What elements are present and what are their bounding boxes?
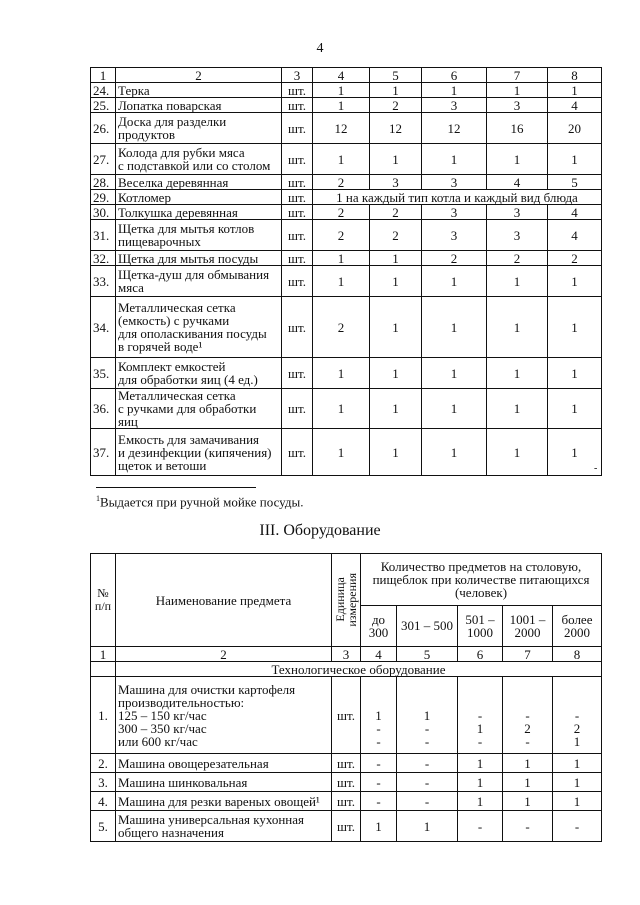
item-quantity: 1	[548, 144, 602, 175]
item-quantity: 3	[487, 98, 548, 113]
row-number: 1.	[91, 677, 116, 754]
item-unit: шт.	[282, 175, 313, 190]
item-unit: шт.	[332, 792, 361, 811]
item-quantity: 1	[548, 266, 602, 297]
header-range: до 300	[361, 605, 397, 646]
table-row	[91, 754, 602, 773]
row-number: 3.	[91, 773, 116, 792]
item-quantity: 3	[422, 220, 487, 251]
item-quantity: 1	[548, 297, 602, 358]
item-quantity: 1	[370, 144, 422, 175]
header-range: 501 – 1000	[458, 605, 503, 646]
item-name: Колода для рубки мяса с подставкой или со столом	[116, 144, 282, 175]
item-name: Машина универсальная кухонная общего назначения	[116, 811, 332, 842]
row-number: 24.	[91, 83, 116, 98]
item-unit: шт.	[282, 98, 313, 113]
header-range: более 2000	[553, 605, 602, 646]
header-cell: 5	[370, 68, 422, 83]
item-quantity-merged: 1 на каждый тип котла и каждый вид блюда	[313, 190, 602, 205]
item-quantity: 1	[553, 754, 602, 773]
row-number: 5.	[91, 811, 116, 842]
item-quantity: 1	[313, 389, 370, 429]
item-quantity: 3	[487, 205, 548, 220]
table-row	[91, 190, 602, 205]
table-row	[91, 251, 602, 266]
item-quantity: 2	[370, 220, 422, 251]
item-quantity: 4	[548, 98, 602, 113]
item-quantity: 1	[553, 773, 602, 792]
item-quantity: 1	[422, 83, 487, 98]
index-cell: 1	[91, 647, 116, 662]
item-quantity: 1	[503, 773, 553, 792]
item-quantity: 4	[548, 205, 602, 220]
item-quantity: 1	[548, 389, 602, 429]
header-range: 1001 – 2000	[503, 605, 553, 646]
header-cell: 3	[282, 68, 313, 83]
item-name: Комплект емкостей для обработки яиц (4 ед.)	[116, 358, 282, 389]
item-quantity: 1	[370, 389, 422, 429]
item-unit: шт.	[282, 113, 313, 144]
table-header-row	[91, 554, 602, 606]
item-quantity: 16	[487, 113, 548, 144]
item-name: Металлическая сетка с ручками для обработки яиц	[116, 389, 282, 429]
item-quantity: 1	[370, 358, 422, 389]
row-number: 36.	[91, 389, 116, 429]
row-number: 37.	[91, 429, 116, 476]
item-quantity: 2	[370, 205, 422, 220]
header-range: 301 – 500	[397, 605, 458, 646]
item-quantity: 20	[548, 113, 602, 144]
item-unit: шт.	[282, 220, 313, 251]
item-quantity: 2	[548, 251, 602, 266]
item-quantity: 1	[313, 98, 370, 113]
item-quantity: -	[397, 792, 458, 811]
item-quantity: 1	[548, 83, 602, 98]
item-name: Емкость для замачивания и дезинфекции (кипячения) щеток и ветоши	[116, 429, 282, 476]
item-unit: шт.	[282, 297, 313, 358]
index-cell: 7	[503, 647, 553, 662]
row-number: 35.	[91, 358, 116, 389]
table-row	[91, 144, 602, 175]
table-row	[91, 98, 602, 113]
index-cell: 5	[397, 647, 458, 662]
table-row	[91, 389, 602, 429]
item-quantity: 12	[370, 113, 422, 144]
item-quantity: 1	[313, 144, 370, 175]
item-quantity: 12	[313, 113, 370, 144]
index-cell: 3	[332, 647, 361, 662]
item-quantity: - 2 1	[553, 677, 602, 754]
row-number: 29.	[91, 190, 116, 205]
item-quantity: 1	[487, 389, 548, 429]
item-name: Терка	[116, 83, 282, 98]
table-row	[91, 429, 602, 476]
row-number: 2.	[91, 754, 116, 773]
header-cell: 1	[91, 68, 116, 83]
item-quantity: -	[361, 754, 397, 773]
item-quantity: 2	[313, 220, 370, 251]
item-quantity: 1	[422, 144, 487, 175]
item-quantity: 1 - -	[361, 677, 397, 754]
index-cell: 6	[458, 647, 503, 662]
item-name: Щетка для мытья котлов пищеварочных	[116, 220, 282, 251]
header-unit: Единица измерения	[332, 554, 361, 647]
row-number: 25.	[91, 98, 116, 113]
item-name: Машина для очистки картофеля производительностью: 125 – 150 кг/час 300 – 350 кг/час или 600 кг/час	[116, 677, 332, 754]
item-quantity: 1	[422, 358, 487, 389]
item-quantity: 1	[458, 754, 503, 773]
item-quantity: -	[503, 811, 553, 842]
item-quantity: 3	[422, 98, 487, 113]
item-quantity: 2	[370, 98, 422, 113]
item-name: Веселка деревянная	[116, 175, 282, 190]
row-number: 32.	[91, 251, 116, 266]
row-number: 33.	[91, 266, 116, 297]
item-name: Машина для резки вареных овощей¹	[116, 792, 332, 811]
header-name: Наименование предмета	[116, 554, 332, 647]
item-name: Щетка-душ для обмывания мяса	[116, 266, 282, 297]
item-quantity: 1	[313, 266, 370, 297]
table-index-row	[91, 647, 602, 662]
item-quantity: 1	[487, 266, 548, 297]
item-unit: шт.	[332, 811, 361, 842]
item-quantity: -	[458, 811, 503, 842]
equipment-table-machines	[90, 553, 602, 842]
item-quantity: 1	[487, 358, 548, 389]
item-quantity: 2	[313, 175, 370, 190]
item-unit: шт.	[332, 677, 361, 754]
item-quantity: 3	[422, 175, 487, 190]
row-number: 4.	[91, 792, 116, 811]
footnote-separator	[96, 487, 256, 488]
item-quantity: - 1 -	[458, 677, 503, 754]
item-quantity: 1	[313, 83, 370, 98]
item-quantity: 1 - -	[397, 677, 458, 754]
index-cell: 2	[116, 647, 332, 662]
item-quantity: -	[397, 754, 458, 773]
header-cell: 2	[116, 68, 282, 83]
item-quantity: 2	[487, 251, 548, 266]
item-unit: шт.	[332, 773, 361, 792]
item-quantity: 1	[487, 429, 548, 476]
item-quantity: 3	[370, 175, 422, 190]
item-quantity: 1	[553, 792, 602, 811]
item-name: Доска для разделки продуктов	[116, 113, 282, 144]
item-quantity: 2	[313, 297, 370, 358]
item-quantity: 1	[313, 251, 370, 266]
header-cell: 4	[313, 68, 370, 83]
item-quantity: 1	[503, 792, 553, 811]
table-row	[91, 205, 602, 220]
item-name: Машина шинковальная	[116, 773, 332, 792]
row-number: 27.	[91, 144, 116, 175]
item-quantity: 1	[370, 297, 422, 358]
header-num: № п/п	[91, 554, 116, 647]
item-name: Машина овощерезательная	[116, 754, 332, 773]
table-row	[91, 83, 602, 98]
item-name: Лопатка поварская	[116, 98, 282, 113]
table-row	[91, 220, 602, 251]
equipment-table-inventory	[90, 67, 602, 476]
item-quantity: 1	[487, 297, 548, 358]
table-row	[91, 792, 602, 811]
header-cell: 8	[548, 68, 602, 83]
item-quantity: 1	[313, 429, 370, 476]
table-row	[91, 175, 602, 190]
item-quantity: 1	[361, 811, 397, 842]
item-quantity: 1	[313, 358, 370, 389]
header-cell: 6	[422, 68, 487, 83]
item-quantity: 4	[487, 175, 548, 190]
row-number: 31.	[91, 220, 116, 251]
item-quantity: 1	[503, 754, 553, 773]
row-number: 30.	[91, 205, 116, 220]
item-unit: шт.	[282, 144, 313, 175]
item-name: Толкушка деревянная	[116, 205, 282, 220]
item-quantity: 12	[422, 113, 487, 144]
item-quantity: 1	[458, 773, 503, 792]
item-quantity: 2	[313, 205, 370, 220]
item-unit: шт.	[332, 754, 361, 773]
table-row	[91, 773, 602, 792]
item-unit: шт.	[282, 83, 313, 98]
item-quantity: -	[361, 792, 397, 811]
row-number: 26.	[91, 113, 116, 144]
section-title: III. Оборудование	[259, 522, 381, 539]
table-row	[91, 811, 602, 842]
item-quantity: - 2 -	[503, 677, 553, 754]
item-unit: шт.	[282, 190, 313, 205]
item-quantity: 1	[548, 358, 602, 389]
item-unit: шт.	[282, 205, 313, 220]
stray-mark: -	[594, 463, 598, 474]
footnote: $^1$Выдается при ручной мойке посуды.	[96, 494, 304, 510]
item-quantity: 5	[548, 175, 602, 190]
table-group-row	[91, 662, 602, 677]
item-quantity: 1	[422, 266, 487, 297]
item-quantity: 1	[370, 251, 422, 266]
table-header-row	[91, 68, 602, 83]
group-label: Технологическое оборудование	[116, 662, 602, 677]
item-quantity: 1	[370, 429, 422, 476]
item-quantity: 1	[422, 429, 487, 476]
row-number: 28.	[91, 175, 116, 190]
header-quantity: Количество предметов на столовую, пищеблок при количестве питающихся (человек)	[361, 554, 602, 606]
item-unit: шт.	[282, 358, 313, 389]
item-quantity: 3	[487, 220, 548, 251]
item-quantity: 1	[548, 429, 602, 476]
item-quantity: -	[397, 773, 458, 792]
table-row	[91, 113, 602, 144]
table-row	[91, 677, 602, 754]
row-number: 34.	[91, 297, 116, 358]
index-cell: 8	[553, 647, 602, 662]
item-name: Металлическая сетка (емкость) с ручками для ополаскивания посуды в горячей воде¹	[116, 297, 282, 358]
index-cell: 4	[361, 647, 397, 662]
item-quantity: 1	[370, 266, 422, 297]
item-quantity: 1	[458, 792, 503, 811]
item-quantity: 3	[422, 205, 487, 220]
item-quantity: -	[361, 773, 397, 792]
item-quantity: 2	[422, 251, 487, 266]
item-quantity: 1	[487, 83, 548, 98]
item-unit: шт.	[282, 389, 313, 429]
item-quantity: 1	[422, 389, 487, 429]
table-row	[91, 358, 602, 389]
item-quantity: 1	[370, 83, 422, 98]
item-quantity: 4	[548, 220, 602, 251]
item-unit: шт.	[282, 266, 313, 297]
item-quantity: 1	[422, 297, 487, 358]
page-number: 4	[316, 41, 324, 56]
item-name: Котломер	[116, 190, 282, 205]
item-name: Щетка для мытья посуды	[116, 251, 282, 266]
header-cell: 7	[487, 68, 548, 83]
item-quantity: 1	[397, 811, 458, 842]
item-quantity: 1	[487, 144, 548, 175]
item-quantity: -	[553, 811, 602, 842]
item-unit: шт.	[282, 251, 313, 266]
table-row	[91, 297, 602, 358]
item-unit: шт.	[282, 429, 313, 476]
table-row	[91, 266, 602, 297]
